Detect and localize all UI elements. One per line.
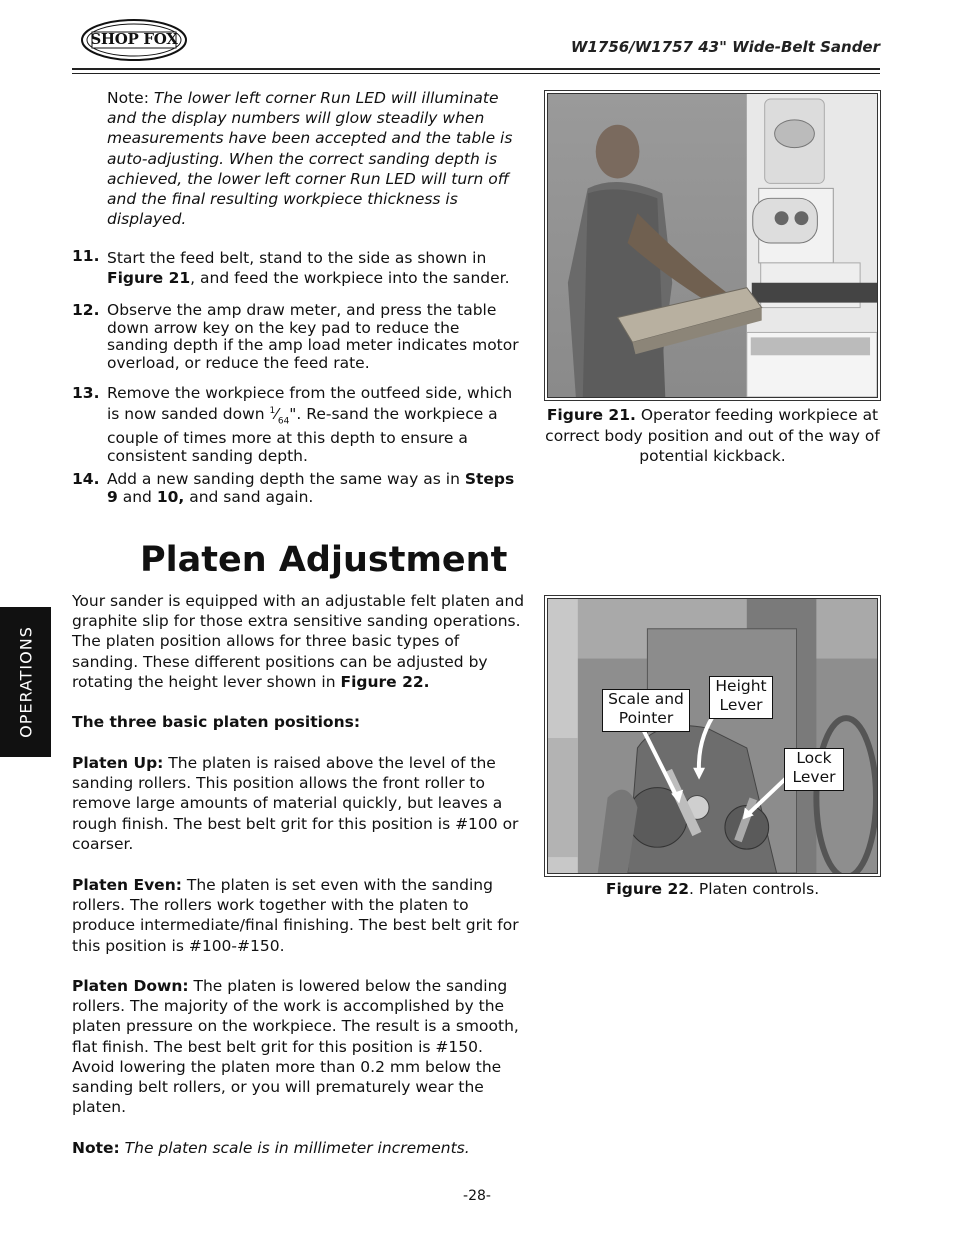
fraction-numerator: 1 <box>269 405 276 416</box>
operations-side-tab <box>0 607 51 757</box>
figure-21-photo <box>544 90 881 401</box>
section-title: Platen Adjustment <box>140 540 508 580</box>
step-text: Start the feed belt, stand to the side as shown in Figure 21, and feed the workpiece into the sander. <box>107 249 510 287</box>
platen-even-paragraph: Platen Even: The platen is set even with the sanding rollers. The rollers work together with the platen to produce intermediate/final finishing. The best belt grit for this position is #100-#150. <box>72 876 519 955</box>
header-rule <box>72 68 880 70</box>
figure-label: Figure 22 <box>605 880 690 898</box>
manual-title: W1756/W1757 43" Wide-Belt Sander <box>570 38 880 56</box>
fraction-denominator: 64 <box>277 415 290 426</box>
callout-height-lever: Height Lever <box>709 676 773 719</box>
step-text: Remove the workpiece from the outfeed side, which is now sanded down $^1⁄_{64}$". Re-sand the workpiece a couple of times more at this depth to ensure a consistent sanding depth. <box>107 384 513 465</box>
position-label: Platen Down: <box>72 977 189 995</box>
note-label: Note <box>107 89 144 107</box>
figure-22-photo <box>544 595 881 877</box>
note-label: Note: <box>72 1139 120 1157</box>
step-number: 11. <box>72 247 100 265</box>
step-number: 12. <box>72 301 100 319</box>
figure-label: Figure 21. <box>546 406 636 424</box>
note-text: The lower left corner Run LED will illuminate and the display numbers will glow steadily when measurements have been accepted and the table is auto-adjusting. When the correct sanding depth is achieved, the lower left corner Run LED will turn off and the final resulting workpiece thickness is displayed. <box>107 89 513 229</box>
intro-paragraph: Your sander is equipped with an adjustable felt platen and graphite slip for those extra sensitive sanding operations. The platen position allows for three basic types of sanding. These different positions can be adjusted by rotating the height lever shown in Figure 22. <box>72 592 525 691</box>
figure-ref: Figure 21 <box>107 269 191 287</box>
step-text: Add a new sanding depth the same way as in Steps 9 and 10, and sand again. <box>107 470 515 506</box>
page-number: -28- <box>463 1188 491 1204</box>
header-rule-thin <box>72 73 880 74</box>
step-13 <box>72 385 522 465</box>
step-text: Observe the amp draw meter, and press the table down arrow key on the key pad to reduce the sanding depth if the amp load meter indicates motor overload, or reduce the feed rate. <box>107 301 519 372</box>
figure-22-caption: Figure 22. Platen controls. <box>605 880 820 898</box>
step-14 <box>72 471 522 506</box>
step-12 <box>72 302 522 372</box>
step-number: 13. <box>72 384 100 402</box>
position-label: Platen Even: <box>72 876 182 894</box>
position-label: Platen Up: <box>72 754 164 772</box>
callout-lock-lever: Lock Lever <box>784 748 844 791</box>
note-run-led: Note: The lower left corner Run LED will illuminate and the display numbers will glow steadily when measurements have been accepted and the table is auto-adjusting. When the correct sanding depth is achieved, the lower left corner Run LED will turn off and the final resulting workpiece thickness is displayed. <box>107 89 513 229</box>
callout-scale-pointer: Scale and Pointer <box>602 689 690 732</box>
platen-scale-note: Note: The platen scale is in millimeter increments. <box>72 1139 470 1157</box>
step-number: 14. <box>72 470 100 488</box>
step-11 <box>72 248 522 288</box>
figure-ref: Figure 22. <box>340 672 430 691</box>
side-tab-label: OPERATIONS <box>16 626 35 738</box>
steps-ref: Steps 9 <box>107 470 515 506</box>
platen-down-paragraph: Platen Down: The platen is lowered below the sanding rollers. The majority of the work is accomplished by the platen pressure on the workpiece. The result is a smooth, flat finish. The best belt grit for this position is #150. Avoid lowering the platen more than 0.2 mm below the sanding belt rollers, or you will prematurely wear the platen. <box>72 977 519 1117</box>
shop-fox-logo <box>80 18 188 62</box>
platen-up-paragraph: Platen Up: The platen is raised above the level of the sanding rollers. This position allows the front roller to remove large amounts of material quickly, but leaves a rough finish. The best belt grit for this position is #100 or coarser. <box>72 754 519 853</box>
positions-heading: The three basic platen positions: <box>72 713 361 731</box>
figure-21-caption: Figure 21. Operator feeding workpiece at correct body position and out of the way of potential kickback. <box>545 406 880 465</box>
logo-text: SHOP FOX <box>90 30 178 48</box>
